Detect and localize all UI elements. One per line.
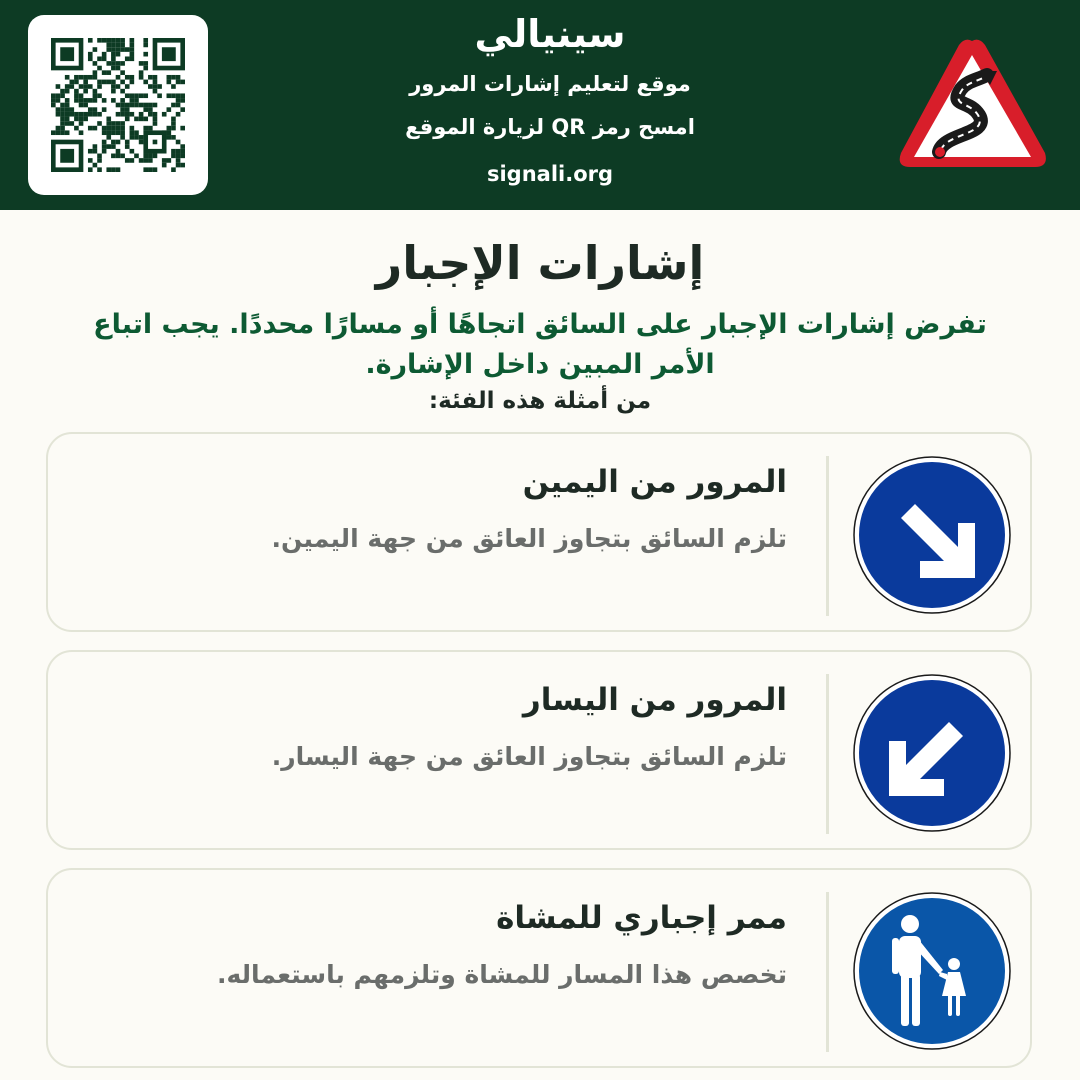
- qr-code-icon: [51, 38, 185, 172]
- site-header: [0, 0, 1080, 210]
- winding-road-warning-sign-icon: [895, 35, 1050, 175]
- card-divider: [826, 456, 829, 616]
- keep-right-sign-icon: [853, 456, 1011, 614]
- sign-description: تلزم السائق بتجاوز العائق من جهة اليسار.: [271, 742, 787, 771]
- sign-card-keep-left[interactable]: [46, 650, 1032, 850]
- keep-left-sign-icon: [853, 674, 1011, 832]
- pedestrian-path-sign-icon: [853, 892, 1011, 1050]
- site-name: سينيالي: [474, 12, 626, 56]
- card-divider: [826, 892, 829, 1052]
- qr-code[interactable]: [28, 15, 208, 195]
- scan-prompt: امسح رمز QR لزيارة الموقع: [405, 115, 695, 139]
- site-url[interactable]: signali.org: [486, 162, 614, 186]
- sign-title: المرور من اليمين: [522, 464, 787, 500]
- sign-card-pedestrian-path[interactable]: [46, 868, 1032, 1068]
- card-divider: [826, 674, 829, 834]
- page-title: إشارات الإجبار: [375, 236, 705, 290]
- site-tagline: موقع لتعليم إشارات المرور: [409, 72, 691, 96]
- sign-description: تخصص هذا المسار للمشاة وتلزمهم باستعماله.: [216, 960, 787, 989]
- examples-label: من أمثلة هذه الفئة:: [428, 388, 652, 414]
- sign-title: المرور من اليسار: [522, 682, 787, 718]
- sign-description: تلزم السائق بتجاوز العائق من جهة اليمين.: [271, 524, 787, 553]
- sign-card-keep-right[interactable]: [46, 432, 1032, 632]
- sign-title: ممر إجباري للمشاة: [496, 900, 787, 936]
- intro-text: تفرض إشارات الإجبار على السائق اتجاهًا أو مسارًا محددًا. يجب اتباع الأمر المبين داخل الإشارة.: [93, 309, 987, 380]
- header-text: [380, 0, 720, 210]
